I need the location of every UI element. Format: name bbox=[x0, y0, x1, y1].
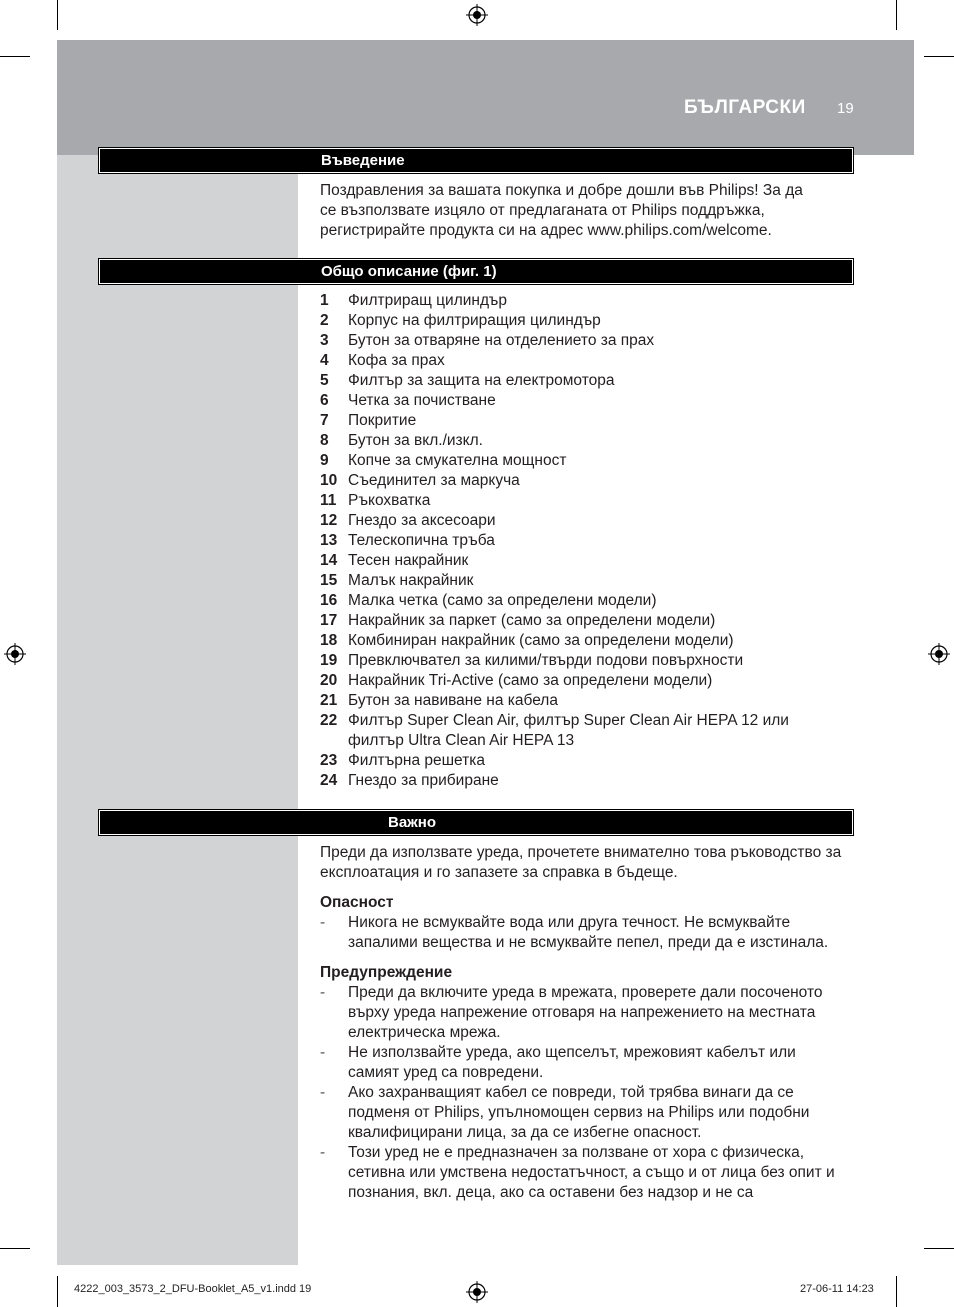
list-item bbox=[320, 671, 820, 691]
item-number: 2 bbox=[320, 312, 329, 329]
item-text: Този уред не е предназначен за ползване от хора с физическа, сетивна или умствена недостатъчност, а също и от лица без опит и познания, вкл. деца, ако са оставени без надзор и не са bbox=[348, 1144, 835, 1201]
list-item bbox=[320, 291, 820, 311]
item-text: Покритие bbox=[348, 412, 417, 429]
item-text: Гнездо за аксесоари bbox=[348, 512, 496, 529]
item-number: 21 bbox=[320, 692, 338, 709]
section-bar-intro bbox=[99, 148, 853, 173]
list-item bbox=[320, 411, 820, 431]
crop-mark bbox=[924, 56, 954, 57]
list-item bbox=[320, 331, 820, 351]
bullet-dash: - bbox=[320, 1084, 326, 1101]
important-block bbox=[320, 843, 850, 1203]
crop-mark bbox=[896, 1276, 897, 1307]
section-bar-important bbox=[99, 810, 853, 835]
crop-mark bbox=[57, 0, 58, 30]
item-number: 5 bbox=[320, 372, 329, 389]
item-number: 10 bbox=[320, 472, 338, 489]
section-title: Общо описание (фиг. 1) bbox=[321, 263, 497, 280]
intro-block bbox=[320, 181, 805, 241]
item-text: Съединител за маркуча bbox=[348, 472, 520, 489]
item-text: Филтърна решетка bbox=[348, 752, 486, 769]
list-item bbox=[320, 711, 820, 751]
item-number: 22 bbox=[320, 712, 338, 729]
item-text: Тесен накрайник bbox=[348, 552, 469, 569]
list-item bbox=[320, 311, 820, 331]
item-number: 15 bbox=[320, 572, 338, 589]
item-number: 11 bbox=[320, 492, 337, 509]
list-item bbox=[320, 531, 820, 551]
list-item bbox=[320, 351, 820, 371]
overview-block bbox=[320, 291, 820, 791]
item-number: 7 bbox=[320, 412, 329, 429]
item-text: Четка за почистване bbox=[348, 392, 496, 409]
crop-mark bbox=[57, 1276, 58, 1307]
list-item bbox=[320, 1083, 850, 1143]
danger-list bbox=[320, 913, 850, 953]
item-text: Корпус на филтриращия цилиндър bbox=[348, 312, 601, 329]
list-item bbox=[320, 751, 820, 771]
item-text: Кофа за прах bbox=[348, 352, 445, 369]
crop-mark bbox=[0, 56, 30, 57]
item-text: Гнездо за прибиране bbox=[348, 772, 499, 789]
bullet-dash: - bbox=[320, 984, 326, 1001]
item-text: Никога не всмуквайте вода или друга течност. Не всмуквайте запалими вещества и не всмуквайте пепел, преди да е изстинала. bbox=[348, 914, 829, 951]
item-number: 13 bbox=[320, 532, 338, 549]
list-item bbox=[320, 591, 820, 611]
list-item bbox=[320, 371, 820, 391]
warning-list bbox=[320, 983, 850, 1203]
item-text: Телескопична тръба bbox=[348, 532, 495, 549]
item-text: Копче за смукателна мощност bbox=[348, 452, 567, 469]
section-title: Важно bbox=[388, 814, 437, 831]
language-title: БЪЛГАРСКИ bbox=[684, 97, 806, 118]
list-item bbox=[320, 983, 850, 1043]
item-number: 18 bbox=[320, 632, 338, 649]
item-text: Превключвател за килими/твърди подови повърхности bbox=[348, 652, 744, 669]
important-text: Преди да използвате уреда, прочетете внимателно това ръководство за експлоатация и го запазете за справка в бъдеще. bbox=[320, 844, 842, 881]
list-item bbox=[320, 471, 820, 491]
item-number: 4 bbox=[320, 352, 329, 369]
list-item bbox=[320, 631, 820, 651]
danger-heading: Опасност bbox=[320, 894, 394, 911]
item-number: 12 bbox=[320, 512, 338, 529]
footer-date: 27-06-11 14:23 bbox=[800, 1283, 874, 1295]
list-item bbox=[320, 611, 820, 631]
list-item bbox=[320, 913, 850, 953]
item-text: Бутон за отваряне на отделението за прах bbox=[348, 332, 655, 349]
item-text: Бутон за навиване на кабела bbox=[348, 692, 558, 709]
item-number: 1 bbox=[320, 292, 329, 309]
list-item bbox=[320, 391, 820, 411]
registration-mark-icon bbox=[466, 1281, 488, 1303]
list-item bbox=[320, 691, 820, 711]
footer-file: 4222_003_3573_2_DFU-Booklet_A5_v1.indd 19 bbox=[74, 1283, 312, 1295]
item-number: 16 bbox=[320, 592, 338, 609]
item-number: 19 bbox=[320, 652, 338, 669]
list-item bbox=[320, 571, 820, 591]
item-text: Ръкохватка bbox=[348, 492, 431, 509]
registration-mark-icon bbox=[928, 643, 950, 665]
item-text: Ако захранващият кабел се повреди, той трябва винаги да се подменя от Philips, упълномощен сервиз на Philips или подобни квалифицирани лица, за да се избегне опасност. bbox=[348, 1084, 810, 1141]
section-bar-overview bbox=[99, 259, 853, 284]
list-item bbox=[320, 1043, 850, 1083]
list-item bbox=[320, 451, 820, 471]
list-item bbox=[320, 491, 820, 511]
item-number: 8 bbox=[320, 432, 329, 449]
item-text: Не използвайте уреда, ако щепселът, мрежовият кабелът или самият уред са повредени. bbox=[348, 1044, 796, 1081]
item-text: Малък накрайник bbox=[348, 572, 474, 589]
page-number: 19 bbox=[837, 100, 854, 117]
list-item bbox=[320, 511, 820, 531]
item-text: Филтриращ цилиндър bbox=[348, 292, 507, 309]
left-margin-column bbox=[57, 155, 298, 1265]
item-text: Комбиниран накрайник (само за определени модели) bbox=[348, 632, 734, 649]
list-item bbox=[320, 771, 820, 791]
item-number: 24 bbox=[320, 772, 338, 789]
item-number: 9 bbox=[320, 452, 329, 469]
item-text: Филтър Super Clean Air, филтър Super Clean Air HEPA 12 или филтър Ultra Clean Air HEPA 13 bbox=[348, 712, 789, 749]
item-text: Малка четка (само за определени модели) bbox=[348, 592, 657, 609]
list-item bbox=[320, 551, 820, 571]
item-number: 20 bbox=[320, 672, 338, 689]
list-item bbox=[320, 651, 820, 671]
item-number: 17 bbox=[320, 612, 338, 629]
item-number: 6 bbox=[320, 392, 329, 409]
parts-list bbox=[320, 291, 820, 791]
warning-heading: Предупреждение bbox=[320, 964, 453, 981]
item-text: Накрайник за паркет (само за определени модели) bbox=[348, 612, 716, 629]
item-number: 3 bbox=[320, 332, 329, 349]
registration-mark-icon bbox=[466, 4, 488, 26]
crop-mark bbox=[896, 0, 897, 30]
item-number: 14 bbox=[320, 552, 338, 569]
item-text: Бутон за вкл./изкл. bbox=[348, 432, 483, 449]
bullet-dash: - bbox=[320, 914, 326, 931]
bullet-dash: - bbox=[320, 1044, 326, 1061]
crop-mark bbox=[924, 1248, 954, 1249]
list-item bbox=[320, 431, 820, 451]
list-item bbox=[320, 1143, 850, 1203]
item-text: Накрайник Tri-Active (само за определени модели) bbox=[348, 672, 713, 689]
section-title: Въведение bbox=[321, 152, 405, 169]
registration-mark-icon bbox=[4, 643, 26, 665]
intro-text: Поздравления за вашата покупка и добре дошли във Philips! За да се възползвате изцяло от предлаганата от Philips поддръжка, регистрирайте продукта си на адрес www.philips.com/welcome. bbox=[320, 182, 803, 239]
item-number: 23 bbox=[320, 752, 338, 769]
item-text: Преди да включите уреда в мрежата, проверете дали посоченото върху уреда напрежение отговаря на напрежението на местната електрическа мрежа. bbox=[348, 984, 823, 1041]
bullet-dash: - bbox=[320, 1144, 326, 1161]
item-text: Филтър за защита на електромотора bbox=[348, 372, 615, 389]
crop-mark bbox=[0, 1248, 30, 1249]
